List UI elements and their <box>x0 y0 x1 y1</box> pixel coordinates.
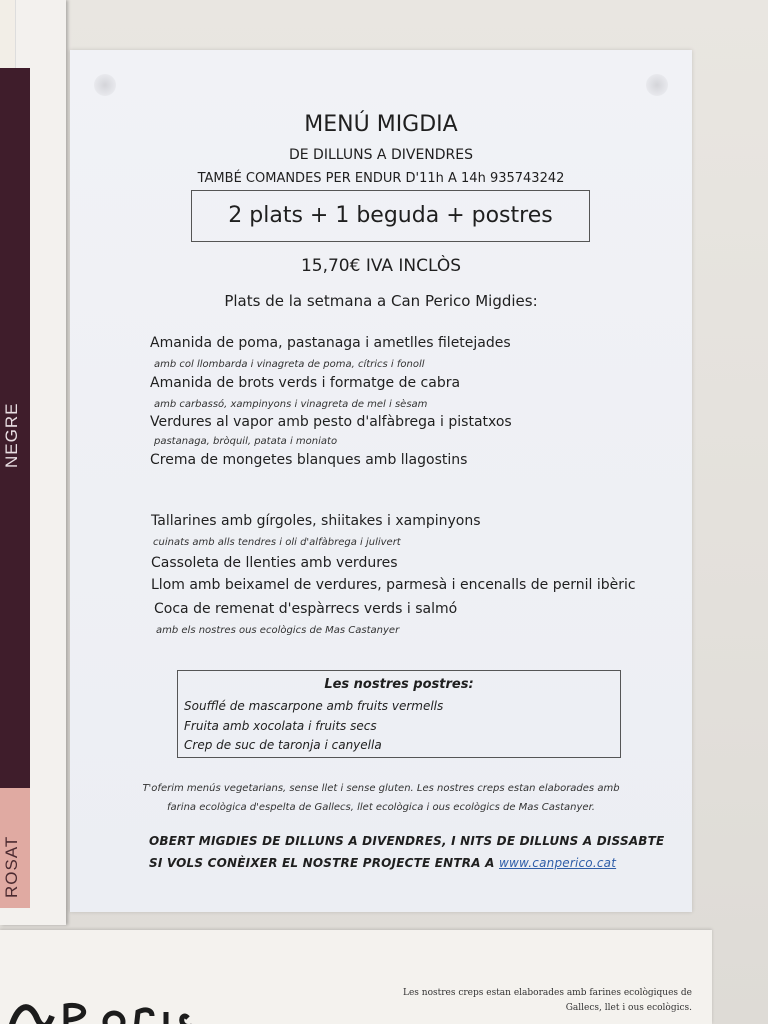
dish-name: Tallarines amb gírgoles, shiitakes i xampinyons <box>151 513 481 529</box>
week-heading: Plats de la setmana a Can Perico Migdies: <box>224 292 538 310</box>
dish-name: Cassoleta de llenties amb verdures <box>151 555 398 571</box>
dish-description: pastanaga, bròquil, patata i moniato <box>154 436 338 447</box>
dish-name: Amanida de brots verds i formatge de cabra <box>150 375 461 391</box>
desserts-heading: Les nostres postres: <box>324 677 474 692</box>
bottom-note <box>392 986 692 1016</box>
dish-name: Llom amb beixamel de verdures, parmesà i encenalls de pernil ibèric <box>151 577 636 593</box>
wine-list-card <box>0 0 66 925</box>
opening-hours: OBERT MIGDIES DE DILLUNS A DIVENDRES, I NITS DE DILLUNS A DISSABTE <box>149 834 665 848</box>
dessert-item: Fruita amb xocolata i fruits secs <box>184 719 377 733</box>
logo-script-fragment <box>6 996 226 1024</box>
rosat-label: ROSAT <box>2 835 21 898</box>
desserts-box <box>177 670 621 758</box>
dish-name: Amanida de poma, pastanaga i ametlles filetejades <box>150 335 511 351</box>
menu-sheet <box>70 50 692 912</box>
dessert-item: Crep de suc de taronja i canyella <box>184 738 382 752</box>
dish-description: cuinats amb alls tendres i oli d'alfàbrega i julivert <box>153 537 401 548</box>
dish-description: amb col llombarda i vinagreta de poma, cítrics i fonoll <box>154 359 425 370</box>
bottom-note-line: Gallecs, llet i ous ecològics. <box>565 1003 692 1013</box>
bottom-note-line: Les nostres creps estan elaborades amb farines ecològiques de <box>403 988 692 998</box>
project-info <box>149 856 616 870</box>
dish-description: amb els nostres ous ecològics de Mas Castanyer <box>156 625 400 636</box>
dish-description: amb carbassó, xampinyons i vinagreta de mel i sèsam <box>154 399 428 410</box>
project-info-text: SI VOLS CONÈIXER EL NOSTRE PROJECTE ENTRA A <box>149 856 495 870</box>
dish-name: Crema de mongetes blanques amb llagostins <box>150 452 468 468</box>
tape-mark <box>646 74 668 96</box>
website-link[interactable]: www.canperico.cat <box>499 856 617 870</box>
card-top-strip <box>0 0 16 70</box>
dietary-note: T'oferim menús vegetarians, sense llet i sense gluten. Les nostres creps estan elaborades amb <box>142 783 620 794</box>
dietary-note: farina ecològica d'espelta de Gallecs, llet ecològica i ous ecològics de Mas Castanyer. <box>167 802 595 813</box>
menu-title: MENÚ MIGDIA <box>304 112 458 137</box>
menu-subtitle: DE DILLUNS A DIVENDRES <box>288 147 474 163</box>
tape-mark <box>94 74 116 96</box>
negre-section <box>0 68 30 788</box>
dish-name: Verdures al vapor amb pesto d'alfàbrega i pistatxos <box>150 414 512 430</box>
dish-name: Coca de remenat d'espàrrecs verds i salmó <box>154 601 458 617</box>
bottom-paper <box>0 930 712 1024</box>
can-perico-logo <box>6 996 226 1024</box>
negre-label: NEGRE <box>2 402 21 468</box>
offer-box: 2 plats + 1 beguda + postres <box>191 190 590 242</box>
rosat-section <box>0 788 30 908</box>
dessert-item: Soufflé de mascarpone amb fruits vermells <box>184 699 444 713</box>
takeaway-info: TAMBÉ COMANDES PER ENDUR D'11h A 14h 935743242 <box>197 171 565 186</box>
menu-price: 15,70€ IVA INCLÒS <box>300 256 462 276</box>
